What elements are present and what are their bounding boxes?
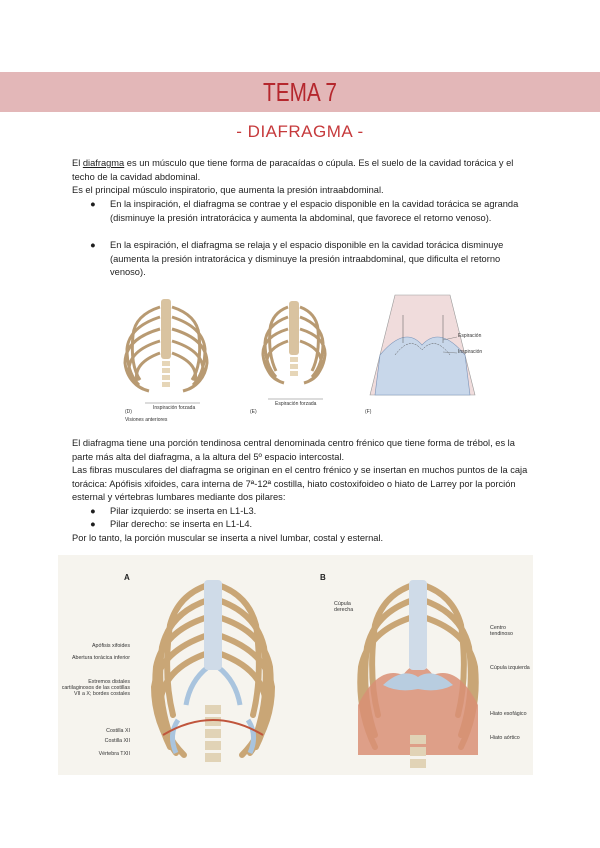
intro-paragraph-2: Es el principal músculo inspiratorio, que aumenta la presión intraabdominal.	[72, 185, 384, 195]
centro-frenico-paragraph: El diafragma tiene una porción tendinosa central denominada centro frénico que tiene forma de trébol, es la parte más alta del diafragma, a la altura del 5º espacio intercostal.	[72, 438, 515, 462]
label-inspiracion: Inspiración	[458, 349, 483, 355]
bullet-dot: ●	[90, 199, 96, 209]
label-cupula-derecha: Cúpula derecha	[334, 601, 354, 613]
letter-b: B	[320, 573, 326, 582]
diaphragm-diagram	[370, 295, 475, 395]
label-abertura-toracica: Abertura torácica inferior	[72, 655, 130, 661]
label-hiato-esofagico: Hiato esofágico	[490, 711, 527, 717]
bullet-text: Pilar izquierdo: se inserta en L1-L3.	[110, 506, 257, 516]
label-costilla-xii: Costilla XII	[104, 738, 130, 744]
term-diafragma: diafragma	[82, 158, 125, 168]
label-d: (D)	[125, 409, 132, 415]
ribcage-b	[358, 580, 478, 768]
bullet-dot: ●	[90, 240, 96, 250]
label-cupula-izquierda: Cúpula izquierda	[490, 665, 530, 671]
caption-views: Visiones anteriores	[125, 417, 168, 423]
bullet-text: En la espiración, el diafragma se relaja y el espacio disponible en la cavidad torácica disminuye (aumenta la presión intratorácica y disminuye la presión intraabdominal, que dificulta el retorno venoso).	[110, 240, 504, 277]
fibras-paragraph: Las fibras musculares del diafragma se originan en el centro frénico y se insertan en muchos puntos de la caja torácica: Apófisis xifoides, cara interna de 7ª-12ª costilla, hiato costoxifoideo o hiato de Larrey por la porción esternal y vértebras lumbares mediante dos pilares:	[72, 465, 528, 502]
label-espiracion: Espiración	[458, 333, 482, 339]
ribcage-inspiration	[125, 299, 207, 403]
bullet-text: Pilar derecho: se inserta en L1-L4.	[110, 519, 253, 529]
bullet-inspiracion	[90, 198, 530, 225]
intro-pre: El	[72, 158, 83, 168]
intro-rest: es un músculo que tiene forma de paracaídas o cúpula. Es el suelo de la cavidad torácica y el techo de la cavidad abdominal.	[72, 158, 514, 182]
ribcage-a	[154, 580, 272, 762]
label-f: (F)	[365, 409, 372, 415]
letter-a: A	[124, 573, 130, 582]
label-e: (E)	[250, 409, 257, 415]
label-hiato-aortico: Hiato aórtico	[490, 735, 520, 741]
label-vertebra-txii: Vértebra TXII	[98, 751, 130, 757]
bullet-text: En la inspiración, el diafragma se contrae y el espacio disponible en la cavidad torácica se agranda (disminuye la presión intratorácica y aumenta la abdominal, que favorece el retorno venoso).	[110, 199, 519, 223]
page-subtitle: - DIAFRAGMA -	[236, 122, 364, 141]
page-title: TEMA 7	[263, 77, 337, 107]
bullet-pilar-izquierdo	[90, 505, 530, 519]
conclusion-paragraph: Por lo tanto, la porción muscular se inserta a nivel lumbar, costal y esternal.	[72, 533, 384, 543]
figure-breathing	[115, 285, 490, 425]
intro-paragraph	[72, 157, 532, 184]
label-costilla-xi: Costilla XI	[106, 728, 130, 734]
caption-inspiration: Inspiración forzada	[153, 405, 196, 411]
label-apofisis-xifoides: Apófisis xifoides	[92, 643, 130, 649]
bullet-espiracion	[90, 239, 530, 280]
label-centro-tendinoso: Centro tendinoso	[490, 625, 513, 637]
bullet-dot: ●	[90, 506, 96, 516]
figure-thorax	[58, 555, 533, 775]
label-extremos-distales: Extremos distales cartilaginosos de las costillas VII a X; bordes costales	[61, 679, 130, 697]
ribcage-expiration	[263, 301, 325, 399]
bullet-pilar-derecho	[90, 518, 530, 532]
caption-expiration: Espiración forzada	[275, 401, 317, 407]
bullet-dot: ●	[90, 519, 96, 529]
